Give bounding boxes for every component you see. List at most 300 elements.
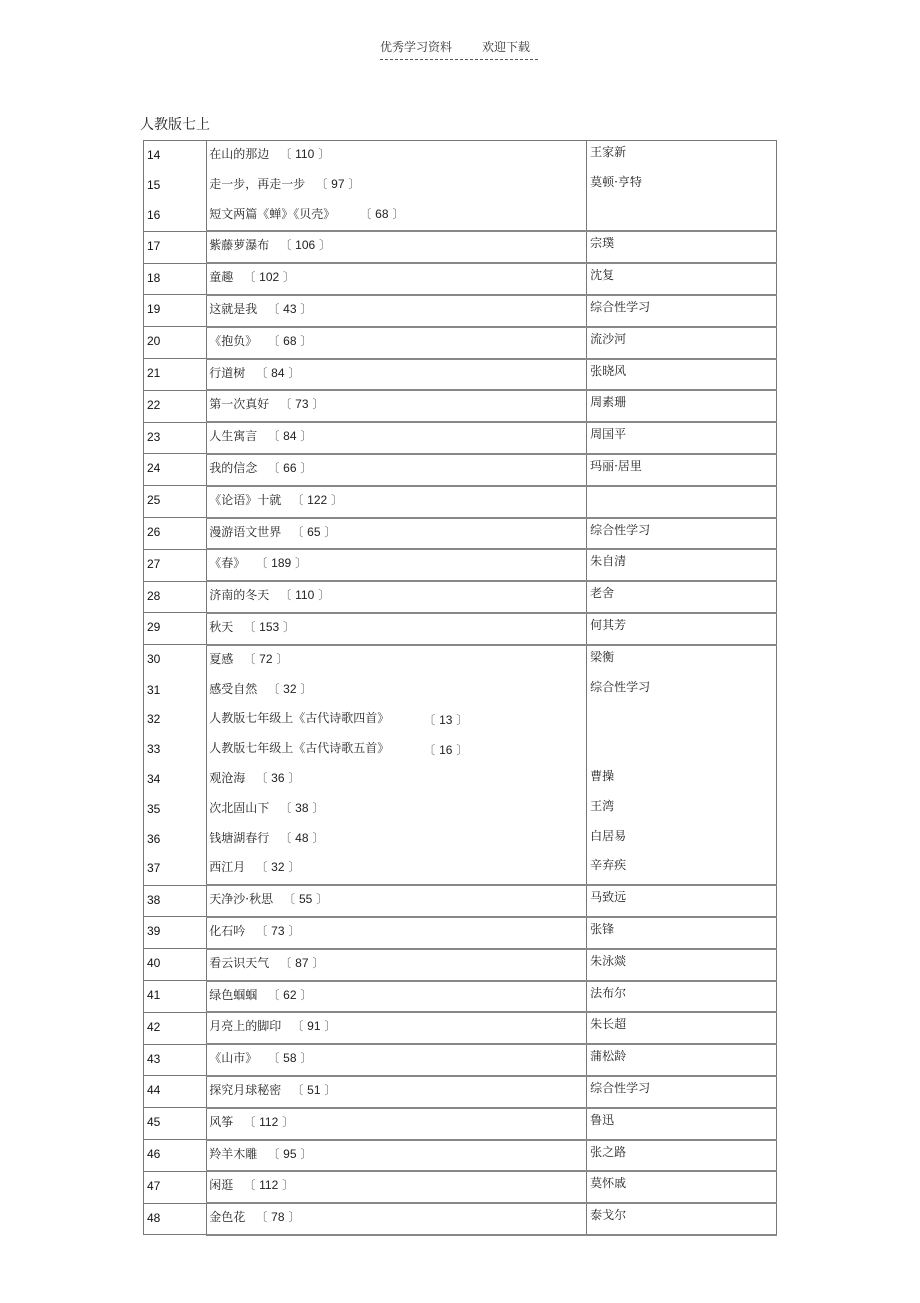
- bracket-open: 〔: [255, 556, 272, 571]
- lesson-number: 45: [147, 1115, 161, 1130]
- lesson-title-line: [209, 268, 295, 285]
- bracket-open: 〔: [243, 1178, 260, 1193]
- lesson-title-line: [209, 922, 300, 939]
- lesson-title-line: [209, 1145, 312, 1162]
- lesson-number: 44: [147, 1083, 161, 1098]
- author-name: 张之路: [590, 1144, 627, 1159]
- lesson-title-line: [209, 145, 330, 162]
- bracket-close: 〕: [284, 1210, 301, 1225]
- author-name: 流沙河: [590, 331, 627, 346]
- page-number: 72: [259, 651, 273, 666]
- author-cell: [587, 981, 777, 1013]
- table-row: [144, 1012, 777, 1044]
- lesson-number: 29: [147, 620, 161, 635]
- lesson-title: 《抱负》: [209, 333, 258, 348]
- lesson-title: 人生寓言: [209, 429, 258, 444]
- author-cell: [587, 327, 777, 359]
- lesson-title: 行道树: [209, 365, 246, 380]
- bracket-open: 〔: [291, 1082, 308, 1097]
- lesson-number: 42: [147, 1019, 161, 1034]
- author-cell: [587, 645, 777, 676]
- lesson-title-cell: [207, 1108, 587, 1140]
- bracket-open: 〔: [291, 492, 308, 507]
- lesson-title-line: [209, 618, 295, 635]
- bracket-open: 〔: [291, 1019, 308, 1034]
- lesson-number: 43: [147, 1051, 161, 1066]
- author-cell: [587, 765, 777, 795]
- bracket-close: 〕: [279, 270, 295, 285]
- page-number: 51: [307, 1082, 321, 1097]
- lesson-title-cell: [207, 1076, 587, 1108]
- page-number: 78: [271, 1210, 285, 1225]
- lesson-title-line: [209, 954, 324, 971]
- bracket-open: 〔: [243, 270, 260, 285]
- lesson-number-cell: [144, 549, 207, 581]
- lesson-number-cell: [144, 645, 207, 676]
- page-number: 87: [295, 955, 309, 970]
- author-cell: [587, 1203, 777, 1235]
- lesson-title: 金色花: [209, 1210, 246, 1225]
- lesson-title: 绿色蝈蝈: [209, 987, 258, 1002]
- bracket-close: 〕: [296, 429, 313, 444]
- lesson-number-cell: [144, 454, 207, 486]
- bracket-open: 〔: [255, 770, 272, 785]
- table-row: [144, 645, 777, 676]
- author-cell: [587, 359, 777, 391]
- bracket-close: 〕: [314, 588, 331, 603]
- lesson-number-cell: [144, 201, 207, 232]
- table-row: [144, 885, 777, 917]
- bracket-open: 〔: [291, 524, 308, 539]
- lesson-title-line: [209, 986, 312, 1003]
- page-number: 97: [331, 176, 345, 191]
- bracket-close: 〕: [284, 923, 301, 938]
- bracket-close: 〕: [452, 713, 469, 728]
- author-name: 张锋: [590, 921, 615, 936]
- lesson-number-cell: [144, 917, 207, 949]
- lesson-title-cell: [207, 263, 587, 295]
- author-cell: [587, 231, 777, 263]
- author-cell: [587, 1171, 777, 1203]
- lesson-title-cell: [207, 454, 587, 486]
- header-right-text: 欢迎下载: [482, 40, 531, 54]
- lesson-number-cell: [144, 854, 207, 885]
- lesson-title: 次北固山下: [209, 800, 270, 815]
- lesson-number-cell: [144, 141, 207, 171]
- table-row: [144, 825, 777, 855]
- table-row: [144, 735, 777, 765]
- lesson-title-cell: [207, 549, 587, 581]
- page-number: 68: [283, 333, 297, 348]
- page-number: 112: [259, 1178, 279, 1193]
- page-number: 68: [375, 206, 389, 221]
- author-cell: [587, 1012, 777, 1044]
- bracket-open: 〔: [267, 460, 284, 475]
- bracket-open: 〔: [243, 651, 260, 666]
- lesson-title-cell: [207, 1012, 587, 1044]
- table-row: [144, 1140, 777, 1172]
- lesson-number: 31: [147, 682, 161, 697]
- lesson-number-cell: [144, 295, 207, 327]
- author-name: 玛丽·居里: [590, 458, 642, 473]
- lesson-title: 《山市》: [209, 1051, 258, 1066]
- lesson-title-cell: [207, 295, 587, 327]
- author-name: 周素珊: [590, 395, 627, 410]
- lesson-number: 47: [147, 1178, 161, 1193]
- bracket-open: 〔: [267, 1051, 284, 1066]
- lesson-title-line: [209, 858, 300, 875]
- lesson-number-cell: [144, 1203, 207, 1235]
- lesson-title-cell: [207, 359, 587, 391]
- table-row: [144, 295, 777, 327]
- lesson-title: 秋天: [209, 619, 234, 634]
- lesson-table: [143, 140, 777, 1236]
- author-name: 泰戈尔: [590, 1208, 627, 1223]
- lesson-title-cell: [207, 645, 587, 676]
- author-name: 沈复: [590, 268, 615, 283]
- bracket-open: 〔: [279, 588, 296, 603]
- page-number: 189: [271, 556, 292, 571]
- author-cell: [587, 885, 777, 917]
- lesson-title-line: [209, 890, 328, 907]
- document-subtitle: 人教版七上: [140, 117, 210, 133]
- lesson-title: 《春》: [209, 556, 246, 571]
- author-name: 朱泳燚: [590, 953, 627, 968]
- lesson-title: 探究月球秘密: [209, 1082, 282, 1097]
- table-row: [144, 676, 777, 706]
- lesson-number: 15: [147, 177, 161, 192]
- lesson-title-line: [209, 1081, 336, 1098]
- lesson-title-line: [209, 523, 336, 540]
- author-cell: [587, 949, 777, 981]
- bracket-close: 〕: [296, 301, 313, 316]
- lesson-title-cell: [207, 613, 587, 645]
- bracket-close: 〕: [308, 955, 325, 970]
- bracket-open: 〔: [267, 681, 284, 696]
- table-row: [144, 795, 777, 825]
- bracket-close: 〕: [278, 1114, 295, 1129]
- bracket-open: 〔: [255, 365, 272, 380]
- author-name: 综合性学习: [590, 679, 651, 694]
- lesson-title-line: [209, 709, 419, 726]
- lesson-title-cell: [207, 981, 587, 1013]
- bracket-close: 〕: [279, 619, 295, 634]
- lesson-number: 39: [147, 924, 161, 939]
- page-number: 112: [259, 1114, 279, 1129]
- page-number: 84: [271, 365, 285, 380]
- lesson-number-cell: [144, 1076, 207, 1108]
- author-name: 莫怀戚: [590, 1176, 627, 1191]
- lesson-title: 人教版七年级上《古代诗歌五首》: [209, 741, 390, 756]
- lesson-title-cell: [207, 825, 587, 855]
- lesson-title-cell: [207, 327, 587, 359]
- author-cell: [587, 795, 777, 825]
- lesson-title-line: [209, 829, 324, 846]
- lesson-number: 48: [147, 1210, 161, 1225]
- lesson-title: 《论语》十就: [209, 492, 282, 507]
- lesson-number-cell: [144, 1044, 207, 1076]
- page-number: 36: [271, 770, 285, 785]
- lesson-title-line: [209, 459, 312, 476]
- author-cell: [587, 613, 777, 645]
- table-row: [144, 981, 777, 1013]
- bracket-close: 〕: [284, 860, 301, 875]
- header-left-text: 优秀学习资料: [380, 40, 453, 54]
- lesson-title: 济南的冬天: [209, 588, 270, 603]
- author-name: 莫顿·亨特: [590, 174, 642, 189]
- lesson-number: 40: [147, 956, 161, 971]
- lesson-title-cell: [207, 1171, 587, 1203]
- lesson-title-line: [209, 769, 300, 786]
- page-number: 91: [307, 1019, 321, 1034]
- lesson-number: 35: [147, 801, 161, 816]
- lesson-number-cell: [144, 795, 207, 825]
- author-name: 何其芳: [590, 617, 627, 632]
- lesson-number-cell: [144, 581, 207, 613]
- table-row: [144, 765, 777, 795]
- lesson-title-line: [209, 175, 360, 192]
- lesson-number: 27: [147, 556, 161, 571]
- lesson-title-cell: [207, 705, 587, 735]
- lesson-title-cell: [207, 735, 587, 765]
- bracket-open: 〔: [267, 987, 284, 1002]
- table-row: [144, 518, 777, 550]
- lesson-number: 14: [147, 148, 161, 162]
- lesson-number: 22: [147, 397, 161, 412]
- lesson-title: 羚羊木雕: [209, 1146, 258, 1161]
- bracket-close: 〕: [308, 397, 325, 412]
- author-name: 朱长超: [590, 1017, 627, 1032]
- table-row: [144, 359, 777, 391]
- lesson-title-line: [209, 300, 312, 317]
- author-name: 张晓风: [590, 363, 627, 378]
- table-row: [144, 390, 777, 422]
- lesson-title: 童趣: [209, 270, 234, 285]
- lesson-number-cell: [144, 486, 207, 518]
- author-cell: [587, 390, 777, 422]
- lesson-number: 21: [147, 366, 161, 381]
- lesson-number-cell: [144, 171, 207, 201]
- bracket-close: 〕: [314, 147, 331, 161]
- author-name: 综合性学习: [590, 1080, 651, 1095]
- author-cell: [587, 263, 777, 295]
- bracket-close: 〕: [272, 651, 289, 666]
- page-number: 153: [259, 619, 280, 634]
- author-name: 法布尔: [590, 985, 627, 1000]
- lesson-title: 紫藤萝瀑布: [209, 238, 270, 253]
- lesson-title-line: [209, 1049, 312, 1066]
- bracket-close: 〕: [327, 492, 343, 507]
- page-number: 110: [295, 588, 315, 603]
- author-cell: [587, 676, 777, 706]
- table-row: [144, 141, 777, 171]
- lesson-title-line: [209, 650, 288, 667]
- lesson-title-cell: [207, 1044, 587, 1076]
- lesson-title: 夏感: [209, 651, 234, 666]
- lesson-title: 走一步，再走一步: [209, 176, 306, 191]
- bracket-close: 〕: [296, 1146, 313, 1161]
- lesson-title-cell: [207, 676, 587, 706]
- lesson-title-cell: [207, 795, 587, 825]
- lesson-title-line: [209, 1017, 336, 1034]
- author-cell: [587, 825, 777, 855]
- lesson-title-cell: [207, 231, 587, 263]
- page-number: 73: [295, 397, 309, 412]
- author-name: 宗璞: [590, 236, 615, 251]
- table-row: [144, 613, 777, 645]
- bracket-close: 〕: [344, 176, 361, 191]
- table-row: [144, 705, 777, 735]
- lesson-title-line: [209, 680, 312, 697]
- author-name: 综合性学习: [590, 299, 651, 314]
- lesson-number: 28: [147, 588, 161, 603]
- author-name: 鲁迅: [590, 1112, 615, 1127]
- lesson-number-cell: [144, 1012, 207, 1044]
- page-number: 66: [283, 460, 297, 475]
- lesson-title: 漫游语文世界: [209, 524, 282, 539]
- lesson-number-cell: [144, 825, 207, 855]
- table-row: [144, 549, 777, 581]
- lesson-number-cell: [144, 735, 207, 765]
- lesson-number-cell: [144, 981, 207, 1013]
- lesson-number: 23: [147, 429, 161, 444]
- lesson-number: 32: [147, 712, 161, 727]
- page-number: 106: [295, 238, 316, 253]
- lesson-number: 19: [147, 302, 161, 317]
- bracket-open: 〔: [255, 860, 272, 875]
- bracket-open: 〔: [279, 397, 296, 412]
- lesson-number-cell: [144, 765, 207, 795]
- lesson-number-cell: [144, 263, 207, 295]
- author-cell: [587, 171, 777, 201]
- bracket-close: 〕: [315, 238, 331, 253]
- bracket-open: 〔: [279, 830, 296, 845]
- bracket-close: 〕: [308, 830, 325, 845]
- author-name: 梁衡: [590, 649, 615, 664]
- bracket-close: 〕: [320, 524, 337, 539]
- table-row: [144, 1076, 777, 1108]
- page-number: 13: [439, 713, 453, 728]
- bracket-open: 〔: [279, 238, 296, 253]
- lesson-number: 34: [147, 771, 161, 786]
- author-cell: [587, 1140, 777, 1172]
- bracket-open: 〔: [279, 800, 296, 815]
- author-cell: [587, 581, 777, 613]
- author-cell: [587, 549, 777, 581]
- lesson-title-cell: [207, 765, 587, 795]
- lesson-title-line: [209, 739, 419, 756]
- bracket-close: 〕: [452, 743, 469, 758]
- table-row: [144, 171, 777, 201]
- lesson-number-cell: [144, 1108, 207, 1140]
- lesson-title-cell: [207, 854, 587, 885]
- lesson-title: 感受自然: [209, 681, 258, 696]
- bracket-open: 〔: [359, 206, 376, 221]
- lesson-number-cell: [144, 422, 207, 454]
- lesson-title-cell: [207, 141, 587, 171]
- table-row: [144, 581, 777, 613]
- author-name: 老舍: [590, 586, 615, 601]
- lesson-number: 24: [147, 461, 161, 476]
- lesson-title: 观沧海: [209, 770, 246, 785]
- lesson-number-cell: [144, 390, 207, 422]
- author-name: 马致远: [590, 890, 627, 905]
- table-row: [144, 1044, 777, 1076]
- lesson-title-cell: [207, 171, 587, 201]
- lesson-title: 这就是我: [209, 301, 258, 316]
- bracket-open: 〔: [267, 333, 284, 348]
- lesson-number: 41: [147, 988, 161, 1003]
- lesson-title: 我的信念: [209, 460, 258, 475]
- table-row: [144, 1203, 777, 1235]
- lesson-title-cell: [207, 949, 587, 981]
- author-name: 蒲松龄: [590, 1049, 627, 1064]
- lesson-title: 闲逛: [209, 1178, 234, 1193]
- lesson-number: 30: [147, 652, 161, 667]
- author-name: 朱自清: [590, 554, 627, 569]
- bracket-open: 〔: [267, 429, 284, 444]
- lesson-title: 人教版七年级上《古代诗歌四首》: [209, 711, 390, 726]
- page-number: 73: [271, 923, 285, 938]
- lesson-number-cell: [144, 1140, 207, 1172]
- page-number: 110: [295, 147, 315, 161]
- author-cell: [587, 454, 777, 486]
- lesson-number: 25: [147, 493, 161, 508]
- bracket-open: 〔: [423, 713, 440, 728]
- table-row: [144, 949, 777, 981]
- table-row: [144, 263, 777, 295]
- lesson-title-cell: [207, 486, 587, 518]
- author-cell: [587, 201, 777, 232]
- bracket-close: 〕: [284, 365, 301, 380]
- author-name: 白居易: [590, 828, 627, 843]
- lesson-title-line: [209, 364, 300, 381]
- lesson-number: 33: [147, 742, 161, 757]
- lesson-title-line: [209, 554, 307, 571]
- bracket-close: 〕: [312, 892, 329, 907]
- bracket-close: 〕: [296, 460, 313, 475]
- bracket-open: 〔: [255, 1210, 272, 1225]
- lesson-title-line: [209, 1113, 294, 1130]
- page-number: 84: [283, 429, 297, 444]
- table-row: [144, 231, 777, 263]
- table-row: [144, 1108, 777, 1140]
- author-cell: [587, 295, 777, 327]
- lesson-number: 20: [147, 334, 161, 349]
- lesson-title: 看云识天气: [209, 955, 270, 970]
- bracket-close: 〕: [320, 1082, 337, 1097]
- author-cell: [587, 705, 777, 735]
- lesson-title-cell: [207, 885, 587, 917]
- lesson-title-line: [209, 236, 331, 253]
- table-row: [144, 1171, 777, 1203]
- lesson-number: 26: [147, 525, 161, 540]
- author-name: 辛弃疾: [590, 858, 627, 873]
- page-number: 95: [283, 1146, 297, 1161]
- lesson-table-body: [144, 141, 777, 1235]
- lesson-title-cell: [207, 390, 587, 422]
- page-number: 65: [307, 524, 321, 539]
- bracket-open: 〔: [255, 923, 272, 938]
- bracket-close: 〕: [296, 1051, 313, 1066]
- author-name: 曹操: [590, 768, 615, 783]
- bracket-close: 〕: [296, 333, 313, 348]
- lesson-title-cell: [207, 1203, 587, 1235]
- lesson-title: 短文两篇《蝉》《贝壳》: [209, 206, 336, 221]
- lesson-title-line: [209, 205, 404, 222]
- page-number: 16: [439, 743, 453, 758]
- lesson-number-cell: [144, 705, 207, 735]
